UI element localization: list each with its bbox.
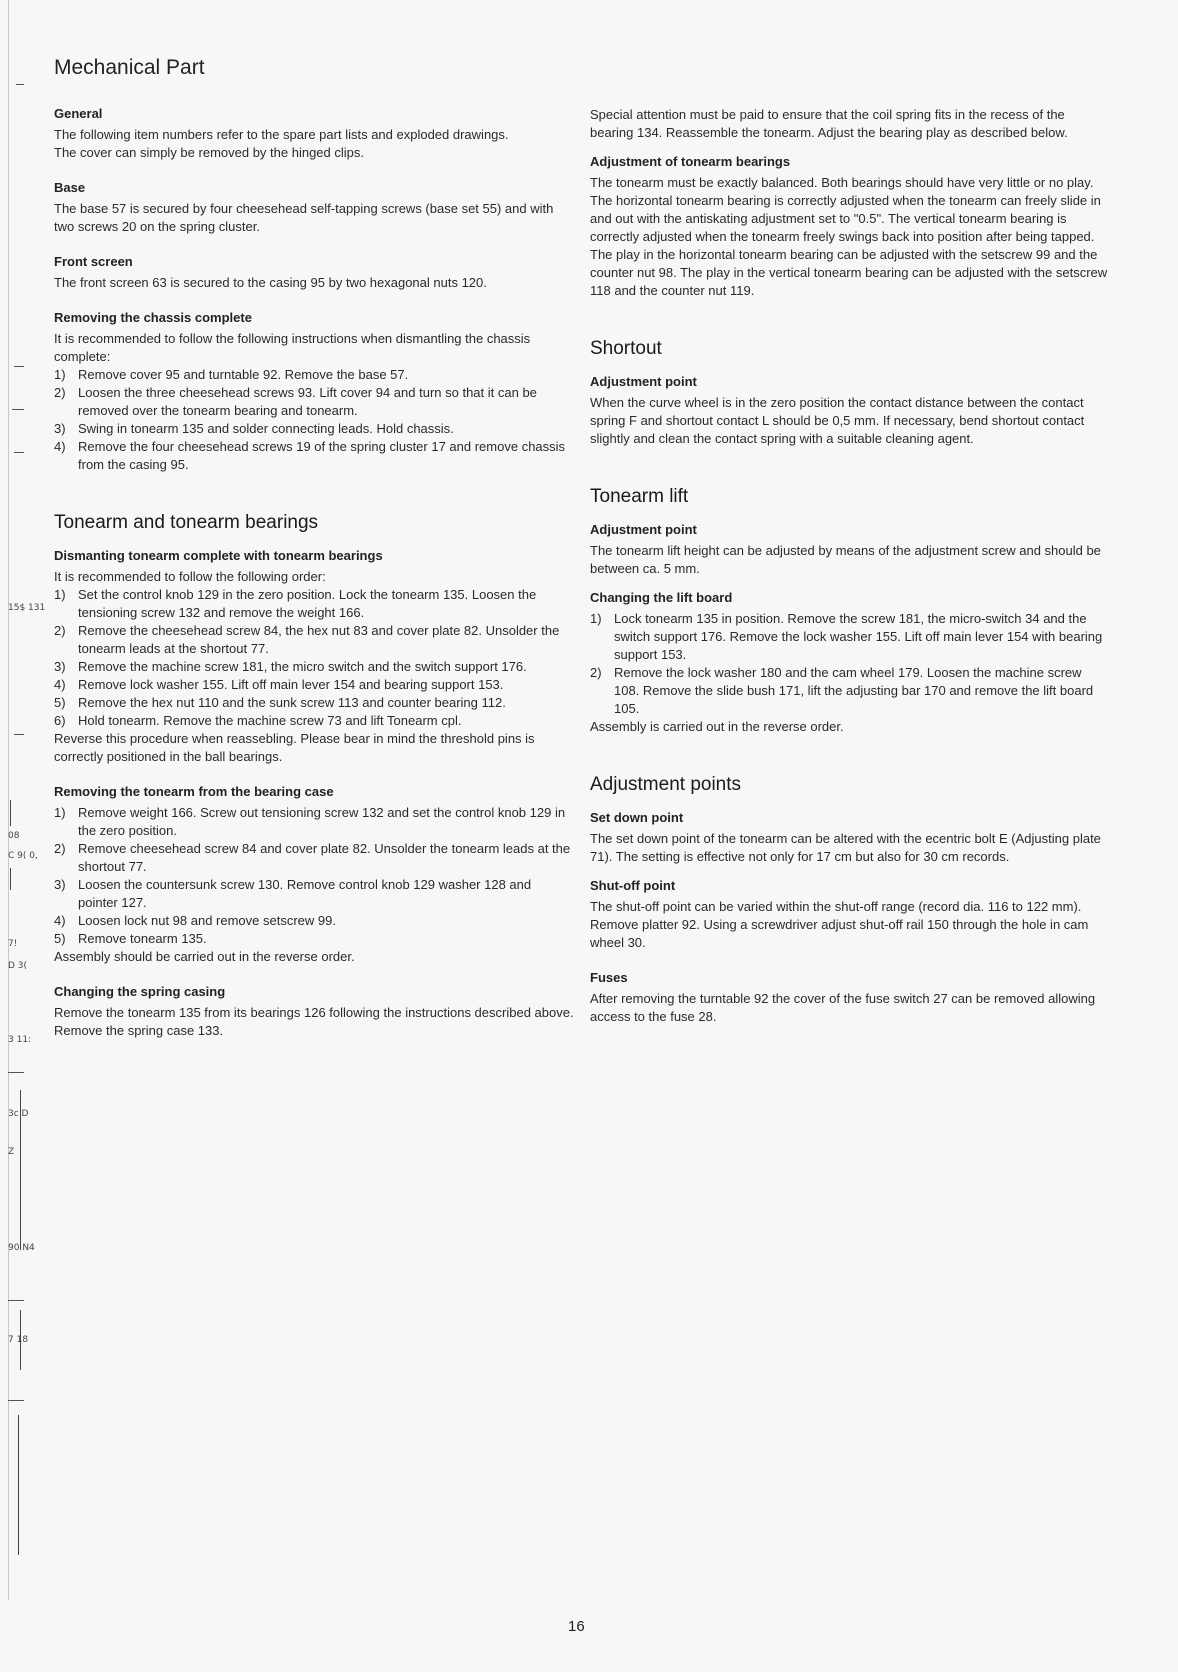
step-number: 2) — [54, 841, 66, 856]
section-title-tonearm: Tonearm and tonearm bearings — [54, 512, 319, 533]
heading-shut-off-point: Shut-off point — [590, 878, 676, 893]
list-item — [54, 930, 574, 948]
step-number: 4) — [54, 677, 66, 692]
margin-fragment: 08 — [8, 831, 20, 841]
list-item — [54, 658, 574, 676]
section-removing-chassis — [54, 310, 574, 474]
step-number: 2) — [54, 623, 66, 638]
margin-fragment: 7 18 — [8, 1335, 29, 1345]
list-item — [54, 384, 574, 420]
margin-fragment: Z — [8, 1147, 15, 1157]
list-item — [590, 664, 1110, 718]
step-number: 3) — [54, 421, 66, 436]
heading-removing-tonearm: Removing the tonearm from the bearing case — [54, 784, 334, 799]
base-text: The base 57 is secured by four cheesehead self-tapping screws (base set 55) and with two screws 20 on the spring cluster. — [54, 201, 554, 234]
list-item — [54, 622, 574, 658]
section-tonearm — [54, 512, 574, 1040]
section-title-shortout: Shortout — [590, 338, 662, 359]
step-number: 1) — [590, 611, 602, 626]
step-text: Remove the hex nut 110 and the sunk screw 113 and counter bearing 112. — [78, 695, 506, 710]
heading-dismantling-tonearm: Dismanting tonearm complete with tonearm bearings — [54, 548, 383, 563]
margin-fragment: 3c D — [8, 1109, 29, 1119]
shortout-text: When the curve wheel is in the zero position the contact distance between the contact spring F and shortout contact L should be 0,5 mm. If necessary, bend shortout contact slightly and clean the contact spring with a suitable cleaning agent. — [590, 395, 1085, 446]
fuses-text: After removing the turntable 92 the cover of the fuse switch 27 can be removed allowing access to the fuse 28. — [590, 991, 1096, 1024]
shut-off-text: Remove platter 92. Using a screwdriver adjust shut-off rail 150 through the hole in cam wheel 30. — [590, 917, 1089, 950]
list-item — [54, 438, 574, 474]
page-title: Mechanical Part — [54, 56, 205, 79]
step-text: Loosen the three cheesehead screws 93. Lift cover 94 and turn so that it can be removed over the tonearm bearing and tonearm. — [78, 385, 537, 418]
section-front-screen — [54, 254, 574, 292]
heading-front-screen: Front screen — [54, 254, 133, 269]
list-item — [54, 586, 574, 622]
step-number: 3) — [54, 659, 66, 674]
margin-fragment: 15$ 131 — [8, 603, 46, 613]
list-item — [54, 712, 574, 730]
list-item — [590, 610, 1110, 664]
removing-tonearm-note: Assembly should be carried out in the reverse order. — [54, 949, 355, 964]
list-item — [54, 804, 574, 840]
section-base — [54, 180, 574, 236]
page-number: 16 — [568, 1618, 585, 1635]
step-text: Set the control knob 129 in the zero position. Lock the tonearm 135. Loosen the tensioning screw 132 and remove the weight 166. — [78, 587, 537, 620]
dismantling-steps — [54, 586, 574, 730]
lift-board-note: Assembly is carried out in the reverse order. — [590, 719, 844, 734]
set-down-text: The set down point of the tonearm can be altered with the ecentric bolt E (Adjusting plate 71). The setting is effective not only for 17 cm but also for 30 cm records. — [590, 831, 1101, 864]
step-text: Remove the machine screw 181, the micro switch and the switch support 176. — [78, 659, 527, 674]
step-number: 5) — [54, 931, 66, 946]
heading-lift-adjustment: Adjustment point — [590, 522, 697, 537]
margin-fragment: D 3( — [8, 961, 28, 971]
removing-chassis-intro: It is recommended to follow the following instructions when dismantling the chassis complete: — [54, 331, 531, 364]
step-text: Lock tonearm 135 in position. Remove the screw 181, the micro-switch 34 and the switch support 176. Remove the lock washer 155. Lift off main lever 154 with bearing support 153. — [614, 611, 1103, 662]
scan-left-edge — [0, 0, 46, 1672]
heading-removing-chassis: Removing the chassis complete — [54, 310, 252, 325]
step-number: 6) — [54, 713, 66, 728]
step-text: Loosen the countersunk screw 130. Remove control knob 129 washer 128 and pointer 127. — [78, 877, 532, 910]
margin-fragment: 7! — [8, 939, 18, 949]
step-number: 1) — [54, 367, 66, 382]
step-number: 4) — [54, 439, 66, 454]
general-text: The cover can simply be removed by the hinged clips. — [54, 145, 364, 160]
list-item — [54, 366, 574, 384]
lift-board-steps — [590, 610, 1110, 718]
step-number: 4) — [54, 913, 66, 928]
lift-adjustment-text: The tonearm lift height can be adjusted by means of the adjustment screw and should be between ca. 5 mm. — [590, 543, 1101, 576]
bearing-adjustment-text: The tonearm must be exactly balanced. Both bearings should have very little or no play. The horizontal tonearm bearing is correctly adjusted when the tonearm can freely slide in and out with the antiskating adjustment set to "0.5". The vertical tonearm bearing is correctly adjusted when the tonearm freely swings back into position after being tapped. The play in the horizontal tonearm bearing can be adjusted with the setscrew 99 and the counter nut 98. The play in the vertical tonearm bearing can be adjusted with the setscrew 118 and the counter nut 119. — [590, 175, 1108, 298]
heading-set-down-point: Set down point — [590, 810, 684, 825]
heading-bearing-adjustment: Adjustment of tonearm bearings — [590, 154, 791, 169]
step-text: Remove lock washer 155. Lift off main lever 154 and bearing support 153. — [78, 677, 504, 692]
list-item — [54, 840, 574, 876]
spring-casing-text: Remove the tonearm 135 from its bearings 126 following the instructions described above. Remove the spring case 133. — [54, 1005, 574, 1038]
list-item — [54, 676, 574, 694]
step-text: Remove cheesehead screw 84 and cover plate 82. Unsolder the tonearm leads at the shortout 77. — [78, 841, 571, 874]
step-number: 5) — [54, 695, 66, 710]
list-item — [54, 876, 574, 912]
step-text: Remove tonearm 135. — [78, 931, 207, 946]
dismantling-intro: It is recommended to follow the following order: — [54, 569, 326, 584]
step-text: Remove the lock washer 180 and the cam wheel 179. Loosen the machine screw 108. Remove the slide bush 171, lift the adjusting bar 170 and remove the lift board 105. — [614, 665, 1094, 716]
margin-fragment: 90 N4 — [8, 1243, 35, 1253]
section-shortout — [590, 338, 1110, 448]
front-screen-text: The front screen 63 is secured to the casing 95 by two hexagonal nuts 120. — [54, 275, 487, 290]
removing-chassis-steps — [54, 366, 574, 474]
removing-tonearm-steps — [54, 804, 574, 948]
margin-fragment: C 9( 0, — [8, 851, 38, 861]
heading-lift-board: Changing the lift board — [590, 590, 733, 605]
left-column — [54, 106, 574, 1040]
section-adjustment-points — [590, 774, 1110, 1026]
step-text: Remove weight 166. Screw out tensioning screw 132 and set the control knob 129 in the zero position. — [78, 805, 566, 838]
step-number: 1) — [54, 587, 66, 602]
heading-shortout-adjustment: Adjustment point — [590, 374, 697, 389]
step-text: Remove the cheesehead screw 84, the hex nut 83 and cover plate 82. Unsolder the tonearm leads at the shortout 77. — [78, 623, 560, 656]
step-text: Remove the four cheesehead screws 19 of the spring cluster 17 and remove chassis from the casing 95. — [78, 439, 566, 472]
list-item — [54, 420, 574, 438]
section-tonearm-lift — [590, 486, 1110, 736]
step-text: Hold tonearm. Remove the machine screw 73 and lift Tonearm cpl. — [78, 713, 462, 728]
list-item — [54, 694, 574, 712]
margin-fragment: 3 11: — [8, 1035, 32, 1045]
section-title-adjustment-points: Adjustment points — [590, 774, 742, 795]
step-number: 2) — [54, 385, 66, 400]
step-text: Remove cover 95 and turntable 92. Remove the base 57. — [78, 367, 409, 382]
step-number: 1) — [54, 805, 66, 820]
dismantling-note: Reverse this procedure when reassebling. Please bear in mind the threshold pins is correctly positioned in the ball bearings. — [54, 731, 535, 764]
general-text: The following item numbers refer to the spare part lists and exploded drawings. — [54, 127, 509, 142]
section-general — [54, 106, 574, 162]
coil-spring-note: Special attention must be paid to ensure that the coil spring fits in the recess of the bearing 134. Reassemble the tonearm. Adjust the bearing play as described below. — [590, 107, 1068, 140]
step-number: 3) — [54, 877, 66, 892]
right-column — [590, 106, 1110, 1026]
list-item — [54, 912, 574, 930]
heading-general: General — [54, 106, 103, 121]
shut-off-text: The shut-off point can be varied within the shut-off range (record dia. 116 to 122 mm). — [590, 899, 1082, 914]
step-number: 2) — [590, 665, 602, 680]
heading-fuses: Fuses — [590, 970, 628, 985]
heading-spring-casing: Changing the spring casing — [54, 984, 226, 999]
step-text: Loosen lock nut 98 and remove setscrew 99. — [78, 913, 336, 928]
section-title-tonearm-lift: Tonearm lift — [590, 486, 689, 507]
section-bearing-adjustment — [590, 154, 1110, 300]
step-text: Swing in tonearm 135 and solder connecting leads. Hold chassis. — [78, 421, 454, 436]
heading-base: Base — [54, 180, 86, 195]
